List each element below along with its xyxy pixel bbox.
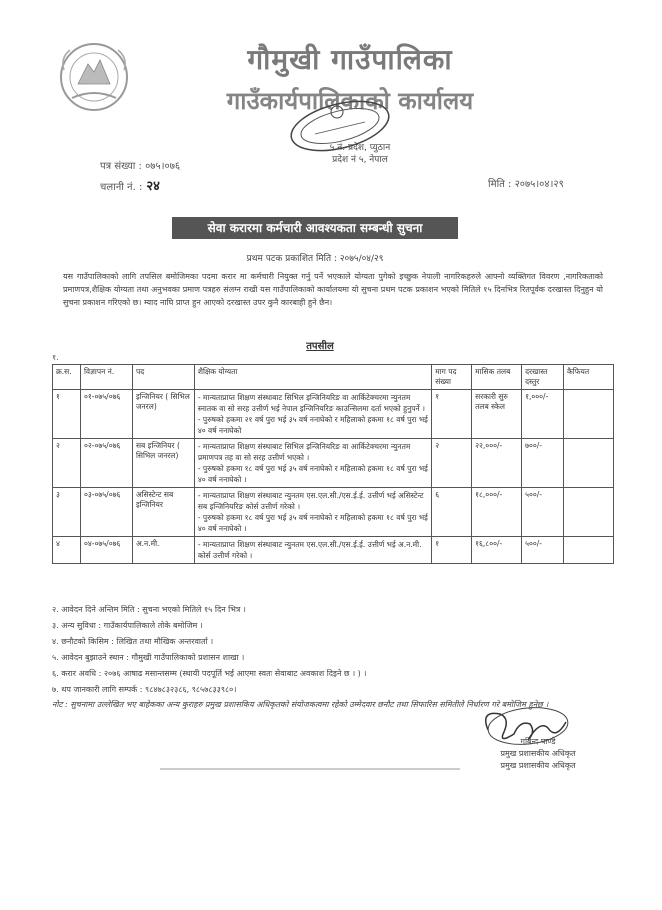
cell-fee: ७००/-: [522, 439, 564, 488]
col-header-remarks: कैफियत: [564, 365, 614, 390]
col-header-salary: मासिक तलब: [472, 365, 522, 390]
cell-count: १: [432, 390, 472, 439]
cell-count: २: [432, 439, 472, 488]
cell-ad: ०३-०७५/०७६: [80, 488, 132, 537]
table-row: [53, 390, 614, 439]
letter-date: मिति : २०७५।०४।२९: [488, 179, 564, 190]
term-item: ७. थप जानकारी लागि सम्पर्क : ९८४७८३२३८६, ९८५७८३३९८०।: [52, 685, 237, 694]
cell-ad: ०१-०७५/०७६: [80, 390, 132, 439]
notice-title: सेवा करारमा कर्मचारी आवश्यकता सम्बन्धी सुचना: [172, 217, 458, 239]
signatory-block: [468, 736, 608, 772]
cell-remarks: [564, 537, 614, 564]
cell-remarks: [564, 488, 614, 537]
notice-body: यस गाउँपालिकाको लागि तपसिल बमोजिमका पदमा करार मा कर्मचारी नियुक्त गर्नु पर्ने भएकाले योग्यता पुगेको इच्छुक नेपाली नागरिकहरुले आफ्नो व्यक्तिगत विवरण ,नागरिकताको प्रमाणपत्र,शैक्षिक योग्यता तथा अनुभवका प्रमाण पत्रहरु संलग्न राखी यस गाउँपालिकाको कार्यालयमा यो सुचना प्रथम पटक प्रकाशन भएको मितिले १५ दिनभित्र रितपूर्वक दरखास्त दिनुहुन यो सुचना प्रकाशन गरिएको छ। म्याद नाघि प्राप्त हुन आएको दरखास्त उपर कुनै कारबाही हुने छैन।: [63, 272, 603, 307]
col-header-fee: दरखास्त दस्तुर: [522, 365, 564, 390]
office-title: गौमुखी गाउँपालिका: [247, 43, 453, 76]
col-header-qualification: शैक्षिक योग्यता: [194, 365, 431, 390]
cell-qualification: - मान्यताप्राप्त शिक्षण संस्थाबाट न्युनतम एस.एल.सी./एस.ई.ई. उत्तीर्ण भई अ.न.मी. कोर्स उत्तीर्ण गरेको ।: [194, 537, 431, 564]
cell-count: ६: [432, 488, 472, 537]
cell-fee: ५००/-: [522, 488, 564, 537]
cell-qualification: - मान्यताप्राप्त शिक्षण संस्थाबाट न्युनतम एस.एल.सी./एस.ई.ई. उत्तीर्ण भई असिस्टेन्ट सब इन्जिनियरिङ कोर्स उत्तीर्ण गरेको । - पुरुषको हकमा १८ वर्ष पुरा भई ३५ वर्ष ननाघेको र महिलाको हकमा १८ वर्ष पुरा भई ४० वर्ष ननाघेको ।: [194, 488, 431, 537]
table-row: [53, 439, 614, 488]
reference-number: पत्र संख्या : ०७५।०७६: [100, 161, 181, 172]
cell-post: अ.न.मी.: [132, 537, 194, 564]
table-header-row: [53, 365, 614, 390]
term-item: ४. छनौटको किसिम : लिखित तथा मौखिक अन्तरवार्ता ।: [52, 637, 214, 646]
cell-post: इन्जिनियर ( सिभिल जनरल): [132, 390, 194, 439]
cell-fee: १,०००/-: [522, 390, 564, 439]
term-item: ६. करार अवधि : २०७६ आषाढ मसान्तसम्म (स्थायी पदपूर्ति भई आएमा स्वतः सेवाबाट अवकाश दिइने छ । ) ।: [52, 669, 367, 678]
details-heading: तपसील: [306, 341, 334, 352]
col-header-count: माग पद संख्या: [432, 365, 472, 390]
dispatch-number: चलानी नं. : २४: [100, 179, 160, 194]
term-item: ५. आवेदन बुझाउने स्थान : गौमुखी गाउँपालिकाको प्रशासन शाखा ।: [52, 653, 245, 662]
cell-salary: सरकारी सुरु तलब स्केल: [472, 390, 522, 439]
cell-ad: ०४-०७५/०७६: [80, 537, 132, 564]
cell-sn: ४: [53, 537, 81, 564]
office-address: ५ नं. प्रदेश, प्युठान प्रदेश नं ५, नेपाल: [329, 143, 391, 165]
office-subtitle: गाउँकार्यपालिकाको कार्यालय: [226, 87, 474, 115]
cell-qualification: - मान्यताप्राप्त शिक्षण संस्थाबाट सिभिल इन्जिनियरिङ वा आर्किटेक्चरमा न्युनतम प्रमाणपत्र तह वा सो सरह उत्तीर्ण भएको । - पुरुषको हकमा १८ वर्ष पुरा भई ३५ वर्ष ननाघेको र महिलाको हकमा १८ वर्ष पुरा भई ४० वर्ष ननाघेको ।: [194, 439, 431, 488]
vacancy-table: [52, 364, 614, 564]
signatory-designation: प्रमुख प्रशासकीय अधिकृत: [500, 749, 576, 758]
cell-salary: १८,०००/-: [472, 488, 522, 537]
cell-count: १: [432, 537, 472, 564]
faded-line: [160, 768, 460, 770]
table-row: [53, 537, 614, 564]
term-item: २. आवेदन दिने अन्तिम मिति : सुचना भएको मितिले १५ दिन भित्र ।: [52, 605, 246, 614]
cell-salary: १६,८००/-: [472, 537, 522, 564]
note-text: नोट : सुचनामा उल्लेखित भए बाहेकका अन्य कुराहरु प्रमुख प्रशासकिय अधिकृतको संयोजकत्वमा रहेको उम्मेदवार छनौट तथा सिफारिस समितीले निर्धारण गरे बमोजिम हुनेछ ।: [52, 700, 549, 709]
cell-sn: ३: [53, 488, 81, 537]
term-item: ३. अन्य सुविधा : गाउँकार्यपालिकाले तोके बमोजिम ।: [52, 621, 203, 630]
table-index: १.: [52, 353, 59, 362]
cell-remarks: [564, 439, 614, 488]
notice-terms: [52, 602, 612, 711]
signatory-name: गबिन्द पाण्डे: [520, 737, 556, 746]
cell-remarks: [564, 390, 614, 439]
table-row: [53, 488, 614, 537]
cell-sn: १: [53, 390, 81, 439]
cell-post: सब इन्जिनियर ( सिभिल जनरल): [132, 439, 194, 488]
signatory-designation: प्रमुख प्रशासकीय अधिकृत: [500, 761, 576, 770]
cell-sn: २: [53, 439, 81, 488]
cell-fee: ५००/-: [522, 537, 564, 564]
cell-qualification: - मान्यताप्राप्त शिक्षण संस्थाबाट सिभिल इन्जिनियरिङ वा आर्किटेक्चरमा न्युनतम स्नातक वा सो सरह उत्तीर्ण भई नेपाल इन्जिनियरिङ काउन्सिलमा दर्ता भएको हुनुपर्ने । - पुरुषको हकमा २१ वर्ष पुरा भई ३५ वर्ष ननाघेको र महिलाको हकमा १८ वर्ष पुरा भई ४० वर्ष ननाघेको: [194, 390, 431, 439]
cell-salary: २२,०००/-: [472, 439, 522, 488]
col-header-sn: क्र.स.: [53, 365, 81, 390]
col-header-ad: विज्ञापन नं.: [80, 365, 132, 390]
nepal-emblem-icon: [52, 40, 136, 114]
cell-ad: ०२-०७५/०७६: [80, 439, 132, 488]
publication-date: प्रथम पटक प्रकाशित मिति : २०७५/०४/२९: [246, 254, 384, 264]
col-header-post: पद: [132, 365, 194, 390]
cell-post: असिस्टेन्ट सब इन्जिनियर: [132, 488, 194, 537]
